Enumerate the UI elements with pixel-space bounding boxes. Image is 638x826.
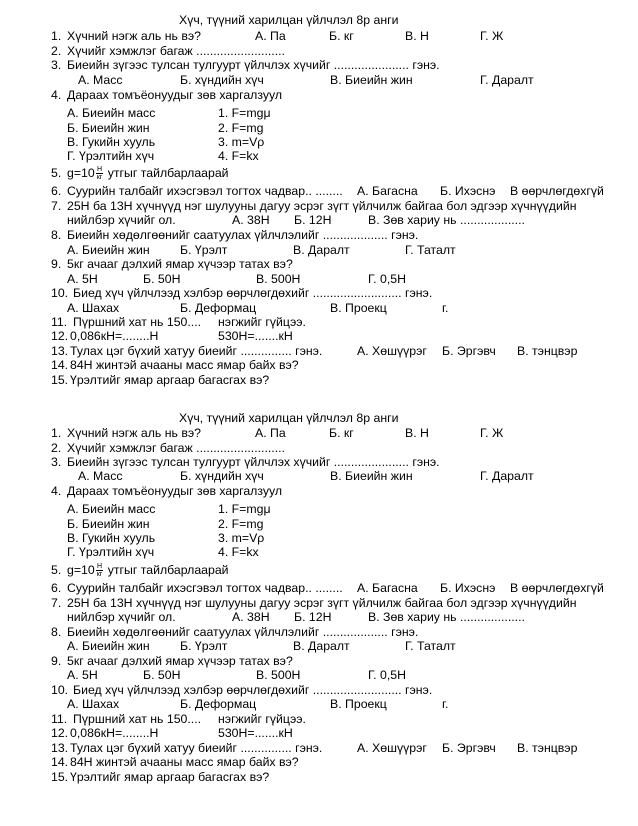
q1-option-c: В. Н — [405, 29, 429, 43]
q13-option-a: А. Хөшүүрэг — [357, 344, 427, 358]
q3-option-a: А. Масс — [78, 73, 123, 87]
q4-right-item: 2. F=mg — [218, 517, 264, 531]
q10-option-d: г. — [442, 697, 449, 711]
q4-right-item: 1. F=mgμ — [218, 502, 271, 516]
q10-text: Биед хүч үйлчлээд хэлбэр өөрчлөгдөхийг .......................... гэнэ. — [73, 683, 433, 697]
q9-option-a: А. 5Н — [67, 272, 98, 286]
q5-fraction — [96, 563, 104, 578]
q14-number: 14. — [51, 358, 69, 372]
q8-number: 8. — [51, 228, 62, 242]
q7-text: 25Н ба 13Н хүчнүүд нэг шулууны дагуу эсрэг зүгт үйлчилж байгаа бол эдгээр хүчнүүдийн — [67, 596, 577, 610]
q7-option-a: А. 38Н — [232, 213, 270, 227]
q7-number: 7. — [51, 199, 62, 213]
q4-number: 4. — [51, 88, 62, 102]
q8-option-d: Г. Таталт — [405, 639, 456, 653]
q4-right-item: 2. F=mg — [218, 121, 264, 135]
q11-text: Пүршний хат нь 150.... — [73, 315, 202, 329]
q11-number: 11. — [51, 315, 68, 329]
worksheet-title: Хүч, түүний харилцан үйлчлэл 8р анги — [179, 411, 399, 425]
q9-option-c: В. 500Н — [256, 272, 301, 286]
q6-option-c: В өөрчлөгдөхгүй — [510, 184, 604, 198]
q3-option-b: Б. хүндийн хүч — [180, 73, 264, 87]
q4-right-item: 3. m=Vρ — [218, 531, 265, 545]
q13-number: 13. — [51, 344, 69, 358]
q12-text: 0,086кН=........Н — [70, 726, 159, 740]
q1-number: 1. — [51, 426, 62, 440]
q4-left-item: В. Гукийн хууль — [67, 135, 156, 149]
q13-option-c: В. тэнцвэр — [517, 344, 578, 358]
q10-number: 10. — [51, 683, 69, 697]
q10-option-c: В. Проекц — [330, 301, 387, 315]
q15-text: Үрэлтийг ямар аргаар багасгах вэ? — [70, 373, 270, 387]
worksheet-title: Хүч, түүний харилцан үйлчлэл 8р анги — [179, 13, 399, 27]
q12-extra: 530Н=.......кН — [218, 329, 293, 343]
q4-number: 4. — [51, 484, 62, 498]
q1-number: 1. — [51, 29, 62, 43]
q7-continuation: нийлбэр хүчийг ол. — [67, 610, 176, 624]
q8-option-d: Г. Таталт — [405, 243, 456, 257]
q5-number: 5. — [51, 166, 62, 180]
q9-option-d: Г. 0,5Н — [368, 272, 406, 286]
q11-extra: нэгжийг гүйцээ. — [218, 712, 306, 726]
q7-option-c: В. Зөв хариу нь ................... — [368, 213, 525, 227]
q12-extra: 530Н=.......кН — [218, 726, 293, 740]
q6-number: 6. — [51, 581, 62, 595]
q1-option-b: Б. кг — [329, 426, 354, 440]
q13-number: 13. — [51, 741, 69, 755]
q10-number: 10. — [51, 286, 69, 300]
q4-left-item: Б. Биеийн жин — [67, 121, 150, 135]
q12-number: 12. — [51, 726, 69, 740]
q9-option-c: В. 500Н — [256, 668, 301, 682]
q14-text: 84Н жинтэй ачааны масс ямар байх вэ? — [70, 755, 299, 769]
q5-text: утгыг тайлбарлаарай — [107, 563, 229, 577]
q11-text: Пүршний хат нь 150.... — [73, 712, 202, 726]
q4-left-item: Г. Үрэлтийн хүч — [67, 545, 155, 559]
q7-continuation: нийлбэр хүчийг ол. — [67, 213, 176, 227]
q5-fraction — [96, 166, 104, 181]
q7-option-c: В. Зөв хариу нь ................... — [368, 610, 525, 624]
q3-option-c: В. Биеийн жин — [330, 73, 413, 87]
q6-option-c: В өөрчлөгдөхгүй — [510, 581, 604, 595]
q3-number: 3. — [51, 455, 62, 469]
q13-option-b: Б. Эргэвч — [442, 741, 496, 755]
q1-text: Хүчний нэгж аль нь вэ? — [67, 426, 201, 440]
q4-right-item: 3. m=Vρ — [218, 135, 265, 149]
q11-extra: нэгжийг гүйцээ. — [218, 315, 306, 329]
q14-text: 84Н жинтэй ачааны масс ямар байх вэ? — [70, 358, 299, 372]
q2-text: Хүчийг хэмжлэг багаж .......................... — [67, 441, 285, 455]
q15-number: 15. — [51, 373, 69, 387]
q15-text: Үрэлтийг ямар аргаар багасгах вэ? — [70, 770, 270, 784]
q10-option-b: Б. Деформац — [180, 301, 257, 315]
q15-number: 15. — [51, 770, 69, 784]
q8-option-b: Б. Үрэлт — [180, 243, 228, 257]
q13-option-c: В. тэнцвэр — [517, 741, 578, 755]
q2-number: 2. — [51, 441, 62, 455]
q3-option-c: В. Биеийн жин — [330, 469, 413, 483]
q5-fraction-numerator: Н — [96, 166, 103, 174]
q3-option-a: А. Масс — [78, 469, 123, 483]
q4-right-item: 4. F=kx — [218, 149, 259, 163]
q2-number: 2. — [51, 44, 62, 58]
q6-option-a: А. Багасна — [357, 581, 418, 595]
q3-option-b: Б. хүндийн хүч — [180, 469, 264, 483]
q5-formula — [67, 164, 229, 182]
q13-text: Тулах цэг бүхий хатуу биеийг ............... гэнэ. — [70, 344, 323, 358]
q10-option-d: г. — [442, 301, 449, 315]
q7-option-b: Б. 12Н — [294, 213, 332, 227]
q4-text: Дараах томъёонуудыг зөв харгалзуул — [67, 88, 283, 102]
q10-option-a: А. Шахах — [67, 697, 120, 711]
q1-option-b: Б. кг — [329, 29, 354, 43]
q13-option-a: А. Хөшүүрэг — [357, 741, 427, 755]
q3-option-d: Г. Даралт — [480, 73, 534, 87]
q5-fraction-denominator: кг — [96, 174, 103, 182]
q8-text: Биеийн хөдөлгөөнийг саатуулах үйлчлэлийг ................... гэнэ. — [67, 228, 419, 242]
q8-option-c: В. Даралт — [293, 639, 350, 653]
q1-option-a: А. Па — [255, 29, 286, 43]
q3-text: Биеийн зүгээс тулсан тулгуурт үйлчлэх хүчийг ...................... гэнэ. — [67, 58, 440, 72]
q4-left-item: Б. Биеийн жин — [67, 517, 150, 531]
q4-left-item: А. Биеийн масс — [67, 106, 156, 120]
q7-option-b: Б. 12Н — [294, 610, 332, 624]
q1-option-d: Г. Ж — [480, 29, 504, 43]
q5-text: утгыг тайлбарлаарай — [107, 166, 229, 180]
q4-left-item: А. Биеийн масс — [67, 502, 156, 516]
q5-fraction-numerator: Н — [96, 563, 103, 571]
q6-option-b: Б. Ихэснэ — [440, 184, 496, 198]
q6-number: 6. — [51, 184, 62, 198]
q1-text: Хүчний нэгж аль нь вэ? — [67, 29, 201, 43]
q14-number: 14. — [51, 755, 69, 769]
q4-text: Дараах томъёонуудыг зөв харгалзуул — [67, 484, 283, 498]
q13-text: Тулах цэг бүхий хатуу биеийг ............... гэнэ. — [70, 741, 323, 755]
q5-formula — [67, 561, 229, 579]
q9-number: 9. — [51, 257, 62, 271]
q9-text: 5кг ачааг дэлхий ямар хүчээр татах вэ? — [67, 654, 293, 668]
q4-left-item: Г. Үрэлтийн хүч — [67, 149, 155, 163]
q8-option-a: А. Биеийн жин — [67, 243, 150, 257]
q10-text: Биед хүч үйлчлээд хэлбэр өөрчлөгдөхийг .......................... гэнэ. — [73, 286, 433, 300]
q8-number: 8. — [51, 625, 62, 639]
q9-number: 9. — [51, 654, 62, 668]
q6-text: Суурийн талбайг ихэсгэвэл тогтох чадвар.. ........ — [67, 581, 343, 595]
q1-option-c: В. Н — [405, 426, 429, 440]
q4-right-item: 4. F=kx — [218, 545, 259, 559]
q9-option-b: Б. 50Н — [143, 668, 181, 682]
q3-text: Биеийн зүгээс тулсан тулгуурт үйлчлэх хүчийг ...................... гэнэ. — [67, 455, 440, 469]
q12-number: 12. — [51, 329, 69, 343]
q5-prefix: g=10 — [67, 563, 95, 577]
q11-number: 11. — [51, 712, 68, 726]
q10-option-c: В. Проекц — [330, 697, 387, 711]
q7-option-a: А. 38Н — [232, 610, 270, 624]
q6-option-a: А. Багасна — [357, 184, 418, 198]
q6-option-b: Б. Ихэснэ — [440, 581, 496, 595]
q13-option-b: Б. Эргэвч — [442, 344, 496, 358]
q3-option-d: Г. Даралт — [480, 469, 534, 483]
q4-right-item: 1. F=mgμ — [218, 106, 271, 120]
q1-option-a: А. Па — [255, 426, 286, 440]
q7-number: 7. — [51, 596, 62, 610]
q8-text: Биеийн хөдөлгөөнийг саатуулах үйлчлэлийг ................... гэнэ. — [67, 625, 419, 639]
q10-option-a: А. Шахах — [67, 301, 120, 315]
q5-number: 5. — [51, 563, 62, 577]
q10-option-b: Б. Деформац — [180, 697, 257, 711]
q6-text: Суурийн талбайг ихэсгэвэл тогтох чадвар.. ........ — [67, 184, 343, 198]
q5-prefix: g=10 — [67, 166, 95, 180]
q4-left-item: В. Гукийн хууль — [67, 531, 156, 545]
q5-fraction-denominator: кг — [96, 571, 103, 579]
q9-option-b: Б. 50Н — [143, 272, 181, 286]
q8-option-a: А. Биеийн жин — [67, 639, 150, 653]
q3-number: 3. — [51, 58, 62, 72]
q9-text: 5кг ачааг дэлхий ямар хүчээр татах вэ? — [67, 257, 293, 271]
q8-option-b: Б. Үрэлт — [180, 639, 228, 653]
q12-text: 0,086кН=........Н — [70, 329, 159, 343]
q8-option-c: В. Даралт — [293, 243, 350, 257]
q9-option-d: Г. 0,5Н — [368, 668, 406, 682]
q7-text: 25Н ба 13Н хүчнүүд нэг шулууны дагуу эсрэг зүгт үйлчилж байгаа бол эдгээр хүчнүүдийн — [67, 199, 577, 213]
q9-option-a: А. 5Н — [67, 668, 98, 682]
q1-option-d: Г. Ж — [480, 426, 504, 440]
q2-text: Хүчийг хэмжлэг багаж .......................... — [67, 44, 285, 58]
